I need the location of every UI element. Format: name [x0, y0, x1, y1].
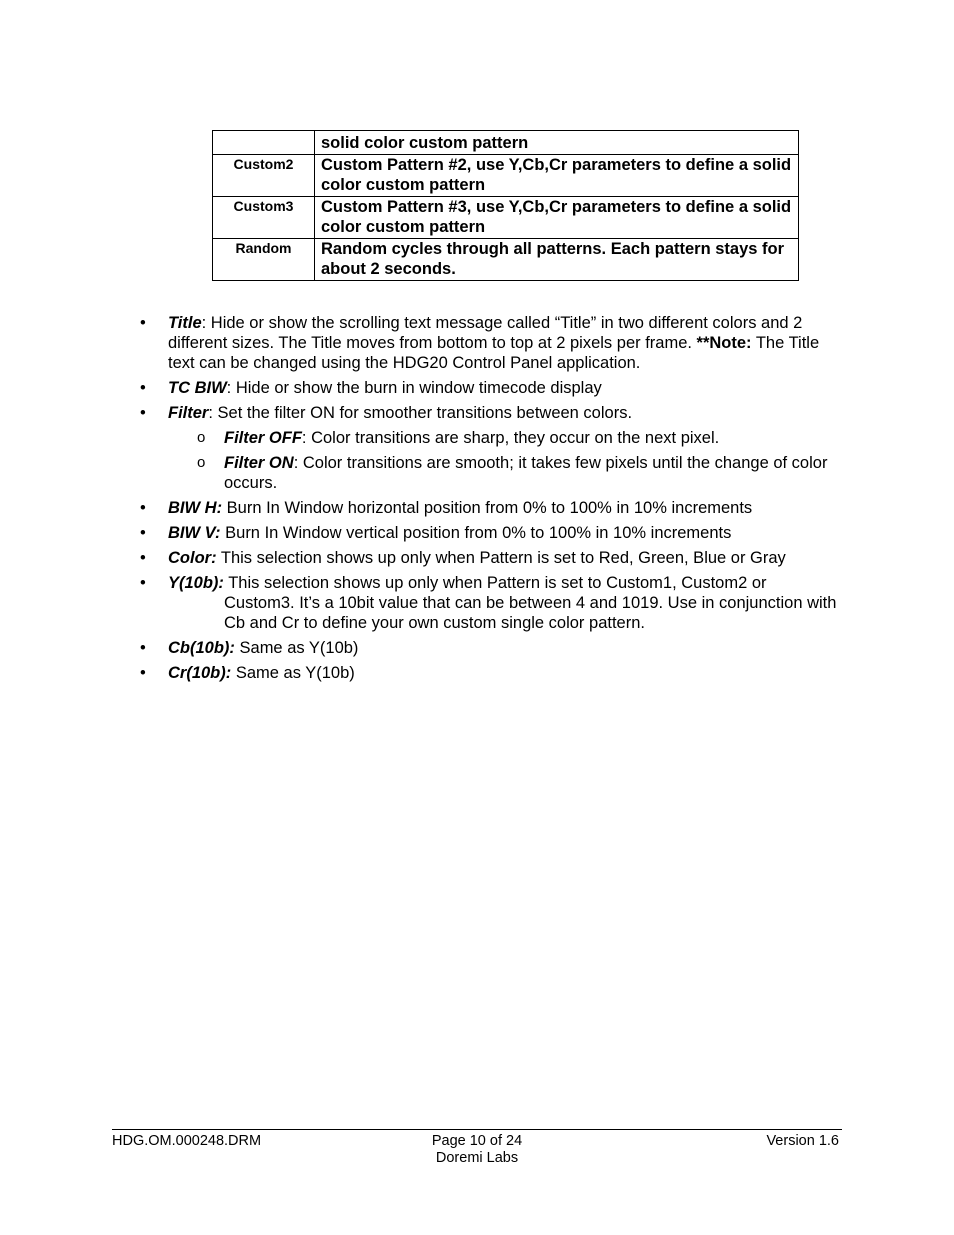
list-item-tc-biw: [140, 378, 840, 398]
item-label: Title: [168, 314, 202, 332]
pattern-description: Custom Pattern #3, use Y,Cb,Cr parameters to define a solid color custom pattern: [315, 197, 799, 239]
item-label: Y(10b):: [168, 574, 224, 592]
item-label: Filter: [168, 404, 209, 422]
bullet-icon: •: [140, 524, 146, 542]
pattern-name: Random: [213, 239, 315, 281]
list-item-color: [140, 548, 840, 568]
list-item-title: [140, 313, 840, 373]
item-text: Burn In Window horizontal position from 0% to 100% in 10% increments: [222, 499, 753, 517]
list-item-y10b: [140, 573, 840, 633]
sub-item-filter-off: [140, 428, 840, 448]
bullet-icon: •: [140, 549, 146, 567]
list-item-cb10b: [140, 638, 840, 658]
sub-item-filter-on: [140, 453, 840, 493]
pattern-name: Custom2: [213, 155, 315, 197]
item-continuation: Custom3. It’s a 10bit value that can be between 4 and 1019. Use in conjunction with Cb and Cr to define your own custom single color pattern.: [224, 594, 837, 632]
table-row: [213, 197, 799, 239]
bullet-icon: •: [140, 499, 146, 517]
item-label: Filter ON: [224, 454, 294, 472]
item-text: Burn In Window vertical position from 0% to 100% in 10% increments: [220, 524, 732, 542]
item-text: Same as Y(10b): [234, 639, 359, 657]
item-text: This selection shows up only when Pattern is set to Red, Green, Blue or Gray: [216, 549, 786, 567]
bullet-icon: •: [140, 379, 146, 397]
sub-bullet-icon: o: [197, 454, 206, 471]
item-text: : Color transitions are sharp, they occur on the next pixel.: [301, 429, 720, 447]
list-item-biw-v: [140, 523, 840, 543]
bullet-list: [140, 313, 840, 688]
pattern-description: Custom Pattern #2, use Y,Cb,Cr parameters to define a solid color custom pattern: [315, 155, 799, 197]
list-item-biw-h: [140, 498, 840, 518]
pattern-name: [213, 131, 315, 155]
item-text: : Hide or show the burn in window timecode display: [226, 379, 602, 397]
item-label: BIW H:: [168, 499, 223, 517]
footer-version: Version 1.6: [766, 1133, 839, 1149]
table-row: [213, 131, 799, 155]
pattern-description: Random cycles through all patterns. Each pattern stays for about 2 seconds.: [315, 239, 799, 281]
item-label: Color:: [168, 549, 217, 567]
table-row: [213, 239, 799, 281]
list-item-cr10b: [140, 663, 840, 683]
item-text: : Hide or show the scrolling text message called “Title” in two different colors and 2 different sizes. The Title moves from bottom to top at 2 pixels per frame.: [168, 314, 803, 352]
footer-page-number: Page 10 of 24: [431, 1133, 523, 1149]
item-text: This selection shows up only when Pattern is set to Custom1, Custom2 or: [223, 574, 767, 592]
pattern-table: [212, 130, 799, 281]
item-text: Same as Y(10b): [231, 664, 355, 682]
pattern-name: Custom3: [213, 197, 315, 239]
note-label: **Note:: [696, 334, 752, 352]
item-label: TC BIW: [168, 379, 227, 397]
bullet-icon: •: [140, 664, 146, 682]
item-label: Cb(10b):: [168, 639, 235, 657]
bullet-icon: •: [140, 314, 146, 332]
bullet-icon: •: [140, 574, 146, 592]
item-label: Filter OFF: [224, 429, 302, 447]
pattern-description: solid color custom pattern: [315, 131, 799, 155]
bullet-icon: •: [140, 639, 146, 657]
page-footer: [112, 1129, 842, 1167]
footer-doc-id: HDG.OM.000248.DRM: [112, 1133, 262, 1149]
table-row: [213, 155, 799, 197]
item-text: : Set the filter ON for smoother transitions between colors.: [208, 404, 633, 422]
list-item-filter: [140, 403, 840, 423]
item-label: BIW V:: [168, 524, 221, 542]
note-text: The Title text can be changed using the HDG20 Control Panel application.: [168, 334, 820, 372]
item-label: Cr(10b):: [168, 664, 232, 682]
bullet-icon: •: [140, 404, 146, 422]
item-text: : Color transitions are smooth; it takes few pixels until the change of color occurs.: [224, 454, 828, 492]
sub-bullet-icon: o: [197, 429, 206, 446]
footer-company: Doremi Labs: [435, 1150, 519, 1166]
